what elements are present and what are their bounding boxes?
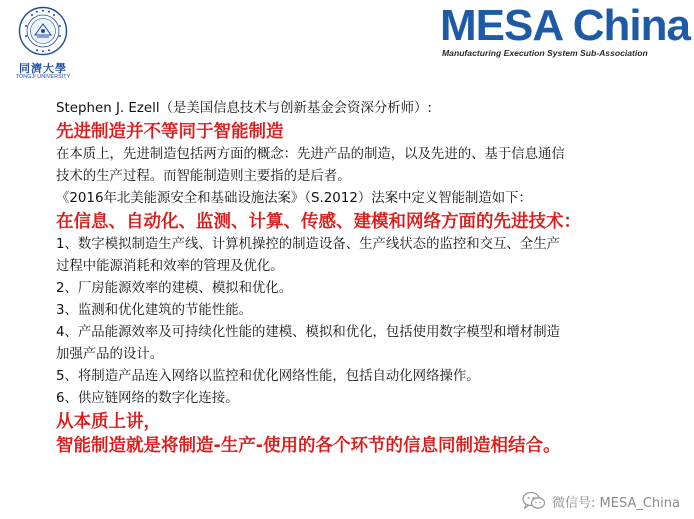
body-line: 2、厂房能源效率的建模、模拟和优化。: [56, 281, 293, 296]
body-line: 5、将制造产品连入网络以监控和优化网络性能，包括自动化网络操作。: [56, 369, 480, 384]
heading-line: 在信息、自动化、监测、计算、传感、建模和网络方面的先进技术：: [56, 212, 581, 232]
tongji-name-en: TONGJI UNIVERSITY: [15, 74, 71, 80]
body-line: 1、数字模拟制造生产线、计算机操控的制造设备、生产线状态的监控和交互、全生产: [56, 237, 560, 252]
body-line: 加强产品的设计。: [56, 347, 164, 362]
heading-line: 先进制造并不等同于智能制造: [56, 122, 284, 142]
tongji-seal-icon: [18, 6, 68, 56]
body-line: 3、监测和优化建筑的节能性能。: [56, 303, 252, 318]
wechat-icon: [522, 491, 546, 511]
heading-line: 从本质上讲，: [56, 412, 161, 432]
body-line: 4、产品能源效率及可持续化性能的建模、模拟和优化，包括使用数字模型和增材制造: [56, 325, 560, 340]
mesa-china-logo: [440, 2, 690, 66]
body-line: 在本质上，先进制造包括两方面的概念：先进产品的制造，以及先进的、基于信息通信: [56, 147, 565, 162]
body-line: 技术的生产过程。而智能制造则主要指的是后者。: [56, 169, 351, 184]
wechat-watermark: [522, 491, 680, 511]
heading-line: 智能制造就是将制造-生产-使用的各个环节的信息同制造相结合。: [56, 436, 561, 456]
body-line: 过程中能源消耗和效率的管理及优化。: [56, 259, 284, 274]
body-line: 6、供应链网络的数字化连接。: [56, 391, 239, 406]
tongji-university-logo: [8, 6, 78, 84]
mesa-logo-title: MESA China: [440, 1, 690, 50]
body-line: 《2016年北美能源安全和基础设施法案》（S.2012）法案中定义智能制造如下：: [56, 191, 532, 206]
body-line: Stephen J. Ezell（是美国信息技术与创新基金会资深分析师）:: [56, 101, 432, 116]
slide-body: [56, 98, 684, 458]
wechat-id-text: 微信号: MESA_China: [552, 495, 680, 511]
tongji-name-cn: 同濟大學: [19, 62, 67, 75]
mesa-logo-subtitle: Manufacturing Execution System Sub-Association: [442, 48, 648, 58]
